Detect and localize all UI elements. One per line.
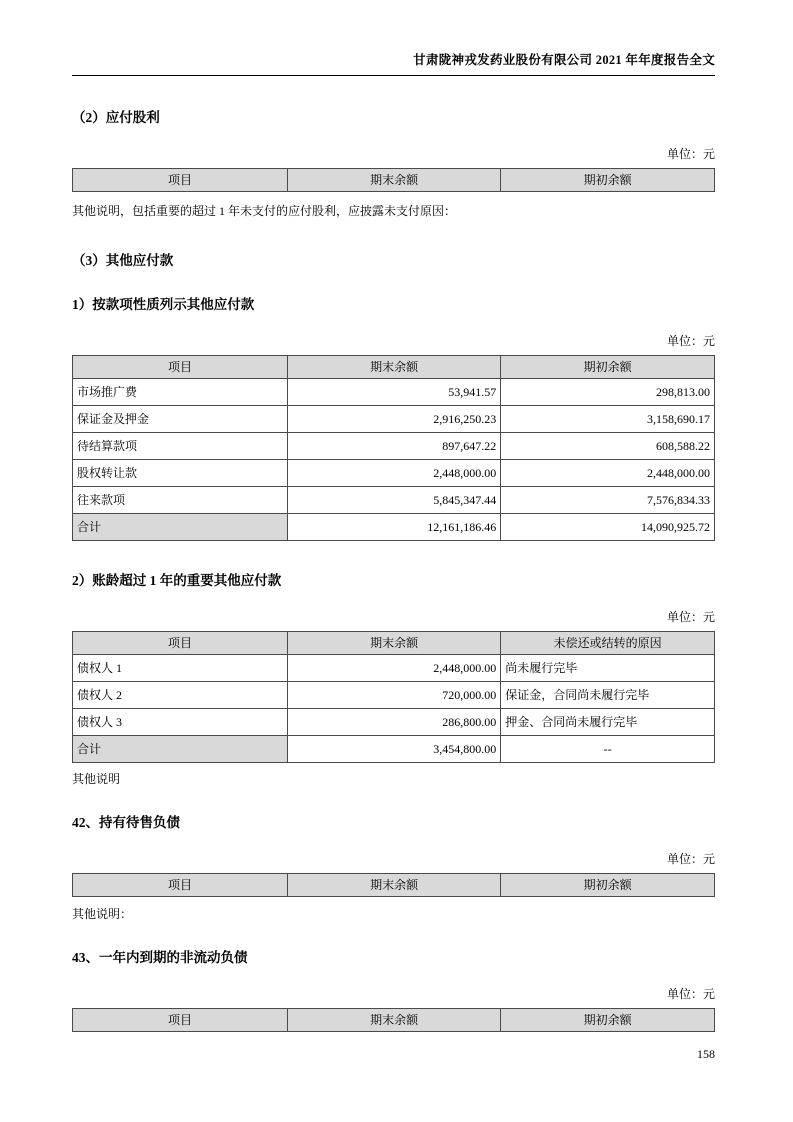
item-cell: 债权人 1 [73,655,288,682]
item-cell: 债权人 2 [73,682,288,709]
table-row [73,655,715,682]
col-header-beginning: 期初余额 [501,356,715,379]
dividends-table [72,168,715,192]
unit-label: 单位：元 [666,334,715,348]
total-ending-cell: 3,454,800.00 [288,736,501,763]
total-beginning-cell: 14,090,925.72 [501,514,715,541]
ending-balance-cell: 2,448,000.00 [288,460,501,487]
table-row [73,379,715,406]
col-header-item: 项目 [73,1009,288,1032]
col-header-beginning: 期初余额 [501,169,715,192]
col-header-item: 项目 [73,356,288,379]
col-header-ending: 期末余额 [288,169,501,192]
aged-payables-note: 其他说明 [72,772,121,786]
ending-balance-cell: 897,647.22 [288,433,501,460]
ending-balance-cell: 53,941.57 [288,379,501,406]
item-cell: 债权人 3 [73,709,288,736]
beginning-balance-cell: 2,448,000.00 [501,460,715,487]
total-reason-cell: -- [501,736,715,763]
table-header-row [73,874,715,897]
table-row [73,487,715,514]
beginning-balance-cell: 608,588.22 [501,433,715,460]
report-header-title: 甘肃陇神戎发药业股份有限公司 2021 年年度报告全文 [72,50,715,76]
held-for-sale-note: 其他说明： [72,907,133,921]
page-number: 158 [697,1047,715,1061]
unit-label: 单位：元 [666,610,715,624]
total-ending-cell: 12,161,186.46 [288,514,501,541]
col-header-item: 项目 [73,874,288,897]
item-cell: 市场推广费 [73,379,288,406]
heading-noncurrent-due: 43、一年内到期的非流动负债 [72,950,248,965]
ending-balance-cell: 2,916,250.23 [288,406,501,433]
table-row [73,682,715,709]
ending-balance-cell: 2,448,000.00 [288,655,501,682]
beginning-balance-cell: 298,813.00 [501,379,715,406]
noncurrent-due-table [72,1008,715,1032]
unit-label: 单位：元 [666,987,715,1001]
col-header-reason: 未偿还或结转的原因 [501,632,715,655]
table-header-row [73,169,715,192]
reason-cell: 尚未履行完毕 [501,655,715,682]
dividends-note: 其他说明，包括重要的超过 1 年未支付的应付股利，应披露未支付原因： [72,204,457,218]
total-label-cell: 合计 [73,514,288,541]
heading-held-for-sale: 42、持有待售负债 [72,815,180,830]
table-row [73,709,715,736]
heading-dividends-payable: （2）应付股利 [72,110,160,125]
col-header-beginning: 期初余额 [501,874,715,897]
table-header-row [73,632,715,655]
table-header-row [73,356,715,379]
unit-label: 单位：元 [666,852,715,866]
total-label-cell: 合计 [73,736,288,763]
table-row [73,433,715,460]
col-header-item: 项目 [73,169,288,192]
table-header-row [73,1009,715,1032]
item-cell: 往来款项 [73,487,288,514]
table-row [73,460,715,487]
reason-cell: 保证金，合同尚未履行完毕 [501,682,715,709]
ending-balance-cell: 5,845,347.44 [288,487,501,514]
other-payables-by-nature-table [72,355,715,541]
aged-payables-table [72,631,715,763]
ending-balance-cell: 286,800.00 [288,709,501,736]
col-header-beginning: 期初余额 [501,1009,715,1032]
held-for-sale-table [72,873,715,897]
table-total-row [73,514,715,541]
heading-by-nature: 1）按款项性质列示其他应付款 [72,297,255,312]
table-row [73,406,715,433]
unit-label: 单位：元 [666,147,715,161]
col-header-ending: 期末余额 [288,1009,501,1032]
item-cell: 待结算款项 [73,433,288,460]
reason-cell: 押金、合同尚未履行完毕 [501,709,715,736]
col-header-ending: 期末余额 [288,632,501,655]
col-header-ending: 期末余额 [288,874,501,897]
heading-other-payables: （3）其他应付款 [72,253,174,268]
col-header-item: 项目 [73,632,288,655]
beginning-balance-cell: 7,576,834.33 [501,487,715,514]
item-cell: 股权转让款 [73,460,288,487]
table-total-row [73,736,715,763]
beginning-balance-cell: 3,158,690.17 [501,406,715,433]
col-header-ending: 期末余额 [288,356,501,379]
ending-balance-cell: 720,000.00 [288,682,501,709]
heading-aged-payables: 2）账龄超过 1 年的重要其他应付款 [72,573,282,588]
item-cell: 保证金及押金 [73,406,288,433]
